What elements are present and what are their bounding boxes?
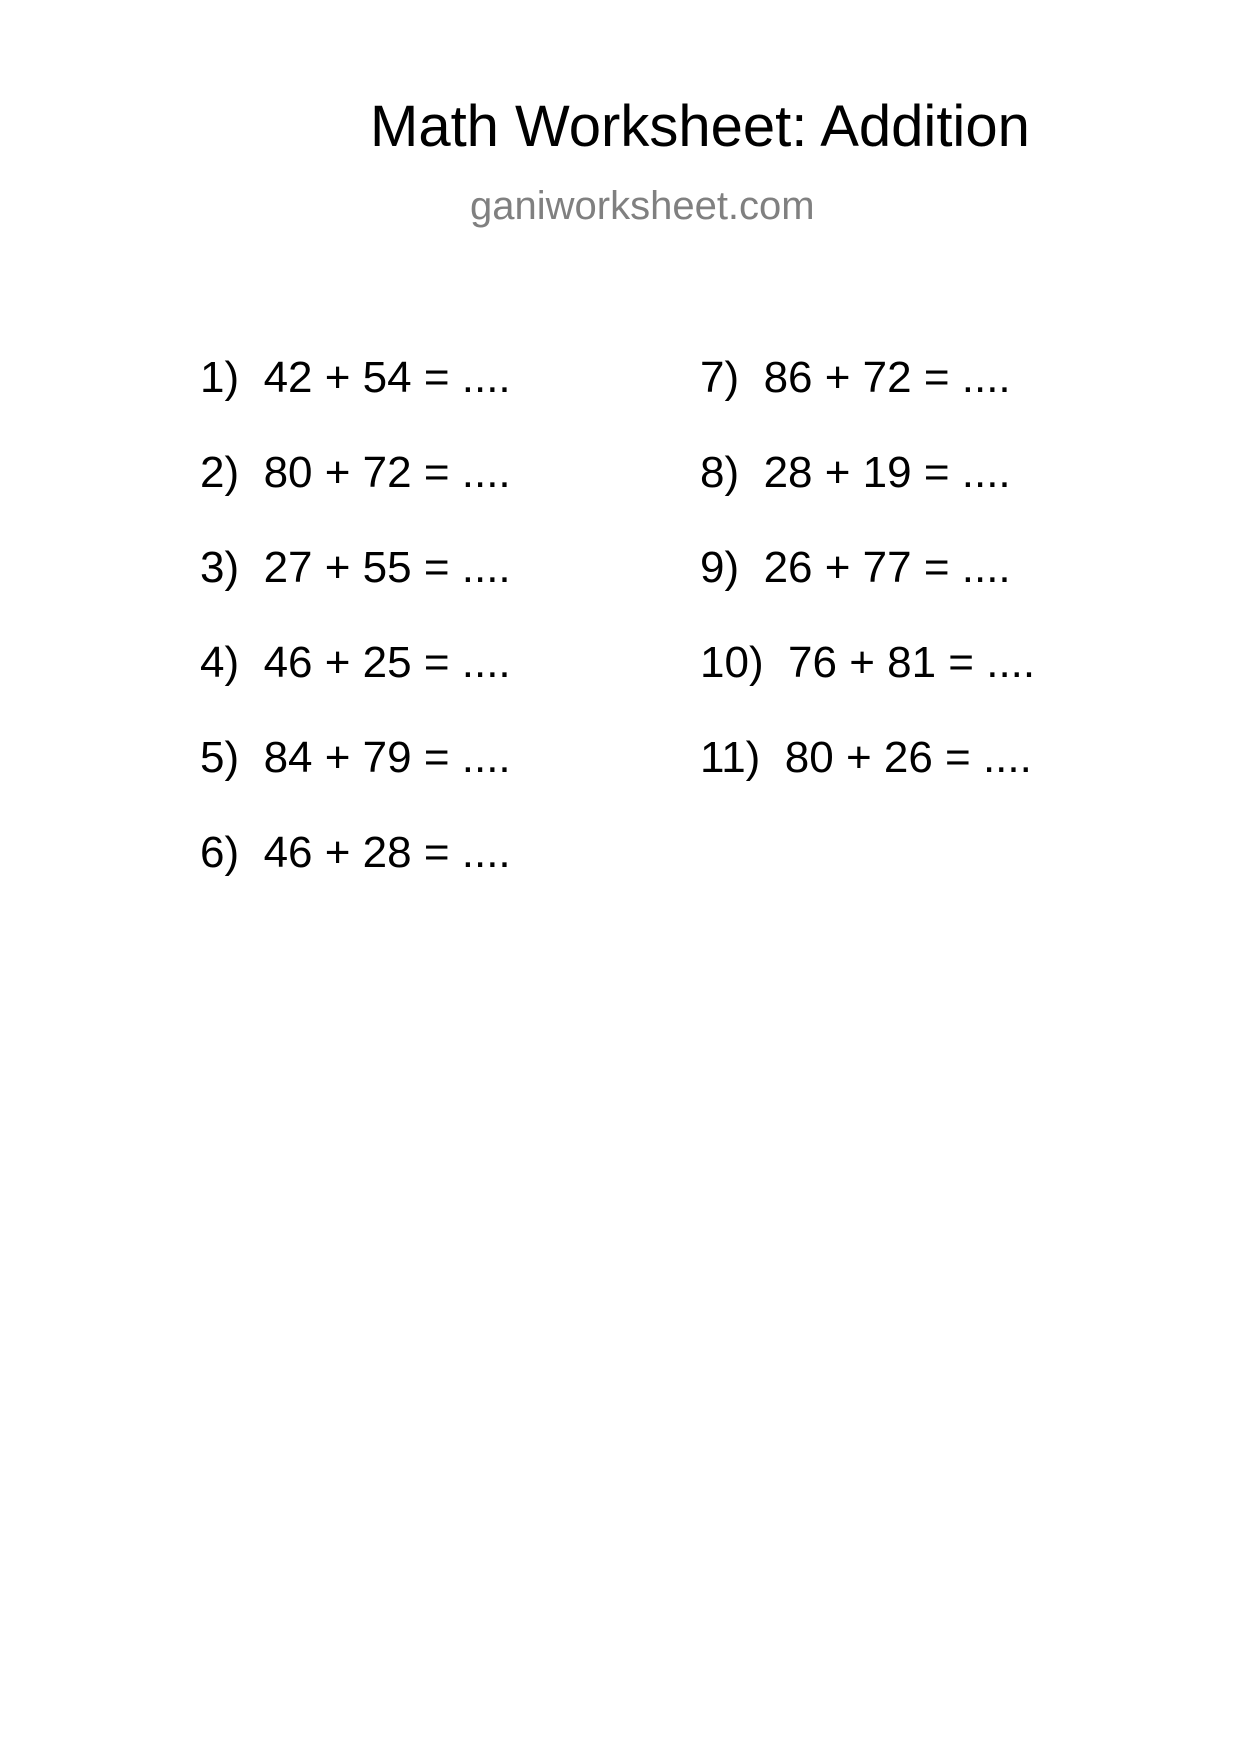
problem-number: 4) xyxy=(200,638,240,687)
problem-number: 10) xyxy=(700,638,764,687)
problem-5 xyxy=(200,733,511,782)
problem-number: 1) xyxy=(200,353,240,402)
problem-number: 7) xyxy=(700,353,740,402)
problem-2 xyxy=(200,448,511,497)
problem-number: 5) xyxy=(200,733,240,782)
problem-expression: 80 + 72 = .... xyxy=(263,448,511,497)
problem-8 xyxy=(700,448,1011,497)
problem-3 xyxy=(200,543,511,592)
problem-number: 3) xyxy=(200,543,240,592)
problem-10 xyxy=(700,638,1036,687)
problem-number: 2) xyxy=(200,448,240,497)
worksheet-title: Math Worksheet: Addition xyxy=(370,94,1030,159)
problem-7 xyxy=(700,353,1011,402)
problem-number: 9) xyxy=(700,543,740,592)
problem-number: 8) xyxy=(700,448,740,497)
problem-expression: 46 + 28 = .... xyxy=(263,828,511,877)
problem-1 xyxy=(200,353,511,402)
problem-expression: 46 + 25 = .... xyxy=(263,638,511,687)
problem-expression: 76 + 81 = .... xyxy=(788,638,1036,687)
problem-expression: 28 + 19 = .... xyxy=(763,448,1011,497)
problem-9 xyxy=(700,543,1011,592)
problem-11 xyxy=(700,733,1032,782)
problem-number: 11) xyxy=(700,733,761,782)
problem-expression: 26 + 77 = .... xyxy=(763,543,1011,592)
problem-number: 6) xyxy=(200,828,240,877)
website-subtitle: ganiworksheet.com xyxy=(470,184,815,228)
problem-expression: 27 + 55 = .... xyxy=(263,543,511,592)
problem-expression: 80 + 26 = .... xyxy=(784,733,1032,782)
problem-6 xyxy=(200,828,511,877)
problem-expression: 86 + 72 = .... xyxy=(763,353,1011,402)
problem-4 xyxy=(200,638,511,687)
problem-expression: 84 + 79 = .... xyxy=(263,733,511,782)
problem-expression: 42 + 54 = .... xyxy=(263,353,511,402)
